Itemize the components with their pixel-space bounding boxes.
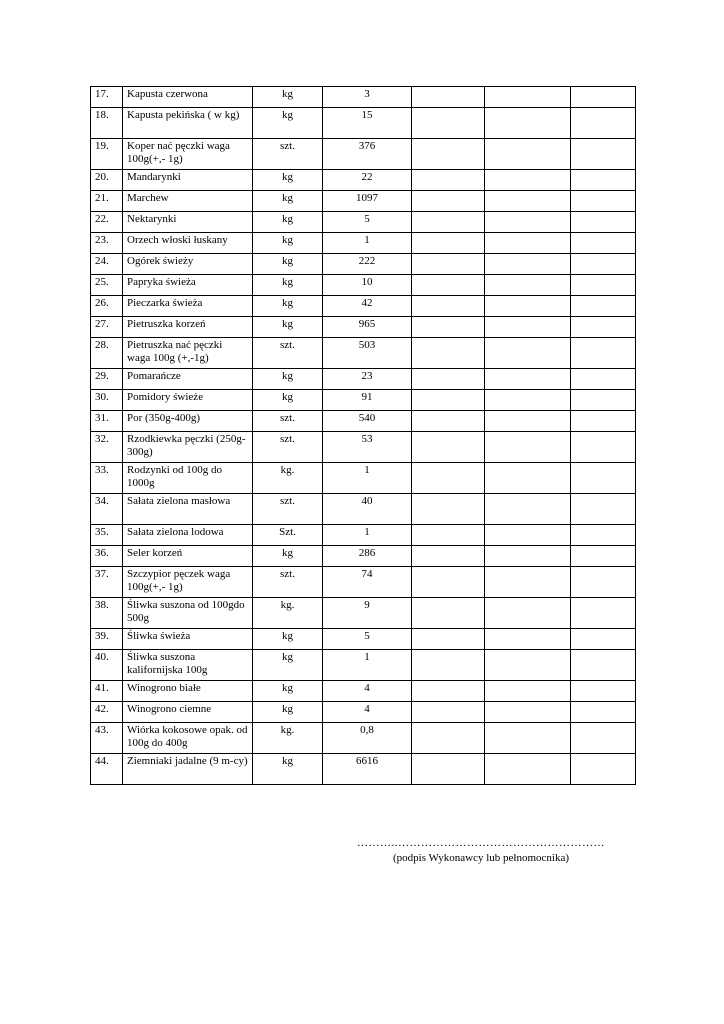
empty-cell xyxy=(412,754,485,785)
row-number: 38. xyxy=(91,598,123,629)
empty-cell xyxy=(485,702,571,723)
quantity-cell: 376 xyxy=(323,139,412,170)
empty-cell xyxy=(412,390,485,411)
empty-cell xyxy=(412,254,485,275)
signature-block xyxy=(352,836,610,866)
product-name: Kapusta pekińska ( w kg) xyxy=(123,108,253,139)
unit-cell: kg xyxy=(253,317,323,338)
empty-cell xyxy=(485,170,571,191)
empty-cell xyxy=(571,629,636,650)
empty-cell xyxy=(412,191,485,212)
unit-cell: szt. xyxy=(253,139,323,170)
empty-cell xyxy=(571,546,636,567)
table-row xyxy=(91,494,636,525)
table-row xyxy=(91,411,636,432)
table-row xyxy=(91,338,636,369)
row-number: 23. xyxy=(91,233,123,254)
empty-cell xyxy=(571,108,636,139)
row-number: 37. xyxy=(91,567,123,598)
unit-cell: szt. xyxy=(253,494,323,525)
product-name: Pieczarka świeża xyxy=(123,296,253,317)
table-row xyxy=(91,723,636,754)
empty-cell xyxy=(412,317,485,338)
quantity-cell: 9 xyxy=(323,598,412,629)
row-number: 44. xyxy=(91,754,123,785)
empty-cell xyxy=(485,567,571,598)
quantity-cell: 540 xyxy=(323,411,412,432)
table-row xyxy=(91,233,636,254)
empty-cell xyxy=(485,191,571,212)
unit-cell: kg xyxy=(253,212,323,233)
empty-cell xyxy=(485,233,571,254)
quantity-cell: 503 xyxy=(323,338,412,369)
product-name: Nektarynki xyxy=(123,212,253,233)
empty-cell xyxy=(485,369,571,390)
row-number: 33. xyxy=(91,463,123,494)
row-number: 24. xyxy=(91,254,123,275)
unit-cell: kg. xyxy=(253,723,323,754)
empty-cell xyxy=(412,233,485,254)
empty-cell xyxy=(571,390,636,411)
table-row xyxy=(91,296,636,317)
product-name: Winogrono ciemne xyxy=(123,702,253,723)
product-name: Mandarynki xyxy=(123,170,253,191)
empty-cell xyxy=(412,338,485,369)
empty-cell xyxy=(485,723,571,754)
unit-cell: kg xyxy=(253,390,323,411)
empty-cell xyxy=(485,754,571,785)
row-number: 29. xyxy=(91,369,123,390)
empty-cell xyxy=(571,87,636,108)
empty-cell xyxy=(412,463,485,494)
unit-cell: kg xyxy=(253,275,323,296)
row-number: 25. xyxy=(91,275,123,296)
product-name: Rodzynki od 100g do 1000g xyxy=(123,463,253,494)
empty-cell xyxy=(485,546,571,567)
empty-cell xyxy=(571,139,636,170)
quantity-cell: 6616 xyxy=(323,754,412,785)
unit-cell: kg xyxy=(253,681,323,702)
quantity-cell: 42 xyxy=(323,296,412,317)
quantity-cell: 0,8 xyxy=(323,723,412,754)
quantity-cell: 3 xyxy=(323,87,412,108)
unit-cell: kg xyxy=(253,754,323,785)
product-name: Sałata zielona masłowa xyxy=(123,494,253,525)
table-row xyxy=(91,317,636,338)
quantity-cell: 22 xyxy=(323,170,412,191)
empty-cell xyxy=(571,463,636,494)
empty-cell xyxy=(571,317,636,338)
product-name: Winogrono białe xyxy=(123,681,253,702)
product-name: Papryka świeża xyxy=(123,275,253,296)
empty-cell xyxy=(485,525,571,546)
row-number: 41. xyxy=(91,681,123,702)
empty-cell xyxy=(571,338,636,369)
quantity-cell: 5 xyxy=(323,629,412,650)
table-row xyxy=(91,108,636,139)
product-name: Rzodkiewka pęczki (250g-300g) xyxy=(123,432,253,463)
empty-cell xyxy=(485,338,571,369)
empty-cell xyxy=(571,233,636,254)
product-name: Śliwka świeża xyxy=(123,629,253,650)
empty-cell xyxy=(571,411,636,432)
unit-cell: kg. xyxy=(253,598,323,629)
unit-cell: kg xyxy=(253,629,323,650)
empty-cell xyxy=(485,629,571,650)
empty-cell xyxy=(571,191,636,212)
quantity-cell: 1097 xyxy=(323,191,412,212)
product-name: Sałata zielona lodowa xyxy=(123,525,253,546)
empty-cell xyxy=(571,170,636,191)
product-name: Śliwka suszona od 100gdo 500g xyxy=(123,598,253,629)
empty-cell xyxy=(412,275,485,296)
table-row xyxy=(91,191,636,212)
quantity-cell: 286 xyxy=(323,546,412,567)
empty-cell xyxy=(571,567,636,598)
quantity-cell: 222 xyxy=(323,254,412,275)
row-number: 27. xyxy=(91,317,123,338)
row-number: 28. xyxy=(91,338,123,369)
quantity-cell: 15 xyxy=(323,108,412,139)
unit-cell: kg xyxy=(253,546,323,567)
row-number: 19. xyxy=(91,139,123,170)
unit-cell: szt. xyxy=(253,411,323,432)
empty-cell xyxy=(412,702,485,723)
unit-cell: kg xyxy=(253,170,323,191)
quantity-cell: 53 xyxy=(323,432,412,463)
unit-cell: kg xyxy=(253,233,323,254)
table-row xyxy=(91,681,636,702)
unit-cell: kg xyxy=(253,702,323,723)
table-row xyxy=(91,275,636,296)
empty-cell xyxy=(571,494,636,525)
empty-cell xyxy=(485,87,571,108)
product-name: Ziemniaki jadalne (9 m-cy) xyxy=(123,754,253,785)
empty-cell xyxy=(485,681,571,702)
product-name: Pietruszka korzeń xyxy=(123,317,253,338)
table-row xyxy=(91,390,636,411)
quantity-cell: 91 xyxy=(323,390,412,411)
empty-cell xyxy=(571,525,636,546)
table-row xyxy=(91,598,636,629)
unit-cell: szt. xyxy=(253,432,323,463)
empty-cell xyxy=(412,525,485,546)
unit-cell: kg xyxy=(253,254,323,275)
unit-cell: kg xyxy=(253,108,323,139)
quantity-cell: 4 xyxy=(323,681,412,702)
empty-cell xyxy=(485,212,571,233)
unit-cell: kg xyxy=(253,650,323,681)
row-number: 30. xyxy=(91,390,123,411)
row-number: 35. xyxy=(91,525,123,546)
empty-cell xyxy=(485,108,571,139)
table-row xyxy=(91,754,636,785)
product-name: Marchew xyxy=(123,191,253,212)
table-row xyxy=(91,369,636,390)
product-name: Por (350g-400g) xyxy=(123,411,253,432)
unit-cell: kg. xyxy=(253,463,323,494)
row-number: 21. xyxy=(91,191,123,212)
table-row xyxy=(91,139,636,170)
empty-cell xyxy=(485,432,571,463)
table-row xyxy=(91,432,636,463)
empty-cell xyxy=(412,629,485,650)
table-row xyxy=(91,567,636,598)
empty-cell xyxy=(571,432,636,463)
quantity-cell: 965 xyxy=(323,317,412,338)
table-row xyxy=(91,546,636,567)
row-number: 31. xyxy=(91,411,123,432)
empty-cell xyxy=(485,411,571,432)
empty-cell xyxy=(571,212,636,233)
signature-line: ………..……………………………………………… xyxy=(357,837,605,849)
items-table-body xyxy=(91,87,636,785)
unit-cell: kg xyxy=(253,87,323,108)
empty-cell xyxy=(485,317,571,338)
row-number: 36. xyxy=(91,546,123,567)
quantity-cell: 40 xyxy=(323,494,412,525)
empty-cell xyxy=(412,723,485,754)
empty-cell xyxy=(412,139,485,170)
empty-cell xyxy=(485,296,571,317)
table-row xyxy=(91,463,636,494)
row-number: 20. xyxy=(91,170,123,191)
empty-cell xyxy=(571,723,636,754)
table-row xyxy=(91,87,636,108)
empty-cell xyxy=(412,546,485,567)
unit-cell: kg xyxy=(253,296,323,317)
empty-cell xyxy=(571,598,636,629)
quantity-cell: 1 xyxy=(323,233,412,254)
empty-cell xyxy=(571,254,636,275)
row-number: 39. xyxy=(91,629,123,650)
row-number: 34. xyxy=(91,494,123,525)
table-row xyxy=(91,254,636,275)
empty-cell xyxy=(485,254,571,275)
empty-cell xyxy=(412,108,485,139)
row-number: 43. xyxy=(91,723,123,754)
product-name: Orzech włoski łuskany xyxy=(123,233,253,254)
quantity-cell: 10 xyxy=(323,275,412,296)
table-row xyxy=(91,525,636,546)
empty-cell xyxy=(412,212,485,233)
quantity-cell: 4 xyxy=(323,702,412,723)
unit-cell: szt. xyxy=(253,338,323,369)
product-name: Wiórka kokosowe opak. od 100g do 400g xyxy=(123,723,253,754)
row-number: 42. xyxy=(91,702,123,723)
empty-cell xyxy=(412,598,485,629)
empty-cell xyxy=(485,390,571,411)
product-name: Koper nać pęczki waga 100g(+,- 1g) xyxy=(123,139,253,170)
empty-cell xyxy=(485,139,571,170)
empty-cell xyxy=(412,681,485,702)
quantity-cell: 1 xyxy=(323,650,412,681)
table-row xyxy=(91,212,636,233)
empty-cell xyxy=(485,598,571,629)
empty-cell xyxy=(412,494,485,525)
row-number: 17. xyxy=(91,87,123,108)
row-number: 22. xyxy=(91,212,123,233)
product-name: Śliwka suszona kalifornijska 100g xyxy=(123,650,253,681)
unit-cell: kg xyxy=(253,191,323,212)
row-number: 18. xyxy=(91,108,123,139)
empty-cell xyxy=(571,681,636,702)
empty-cell xyxy=(412,432,485,463)
empty-cell xyxy=(485,463,571,494)
empty-cell xyxy=(571,296,636,317)
product-name: Pomidory świeże xyxy=(123,390,253,411)
unit-cell: kg xyxy=(253,369,323,390)
unit-cell: szt. xyxy=(253,567,323,598)
product-name: Pietruszka nać pęczki waga 100g (+,-1g) xyxy=(123,338,253,369)
table-row xyxy=(91,170,636,191)
empty-cell xyxy=(571,754,636,785)
row-number: 26. xyxy=(91,296,123,317)
items-table xyxy=(90,86,636,785)
empty-cell xyxy=(412,411,485,432)
quantity-cell: 5 xyxy=(323,212,412,233)
table-row xyxy=(91,702,636,723)
empty-cell xyxy=(571,702,636,723)
product-name: Szczypior pęczek waga 100g(+,- 1g) xyxy=(123,567,253,598)
table-row xyxy=(91,629,636,650)
empty-cell xyxy=(412,650,485,681)
empty-cell xyxy=(412,87,485,108)
table-row xyxy=(91,650,636,681)
empty-cell xyxy=(571,650,636,681)
product-name: Seler korzeń xyxy=(123,546,253,567)
quantity-cell: 23 xyxy=(323,369,412,390)
product-name: Kapusta czerwona xyxy=(123,87,253,108)
unit-cell: Szt. xyxy=(253,525,323,546)
quantity-cell: 1 xyxy=(323,463,412,494)
product-name: Ogórek świeży xyxy=(123,254,253,275)
empty-cell xyxy=(485,275,571,296)
empty-cell xyxy=(412,567,485,598)
empty-cell xyxy=(412,170,485,191)
quantity-cell: 74 xyxy=(323,567,412,598)
empty-cell xyxy=(571,275,636,296)
empty-cell xyxy=(412,296,485,317)
empty-cell xyxy=(485,650,571,681)
product-name: Pomarańcze xyxy=(123,369,253,390)
signature-caption: (podpis Wykonawcy lub pełnomocnika) xyxy=(392,852,570,864)
quantity-cell: 1 xyxy=(323,525,412,546)
empty-cell xyxy=(412,369,485,390)
row-number: 32. xyxy=(91,432,123,463)
empty-cell xyxy=(485,494,571,525)
empty-cell xyxy=(571,369,636,390)
row-number: 40. xyxy=(91,650,123,681)
